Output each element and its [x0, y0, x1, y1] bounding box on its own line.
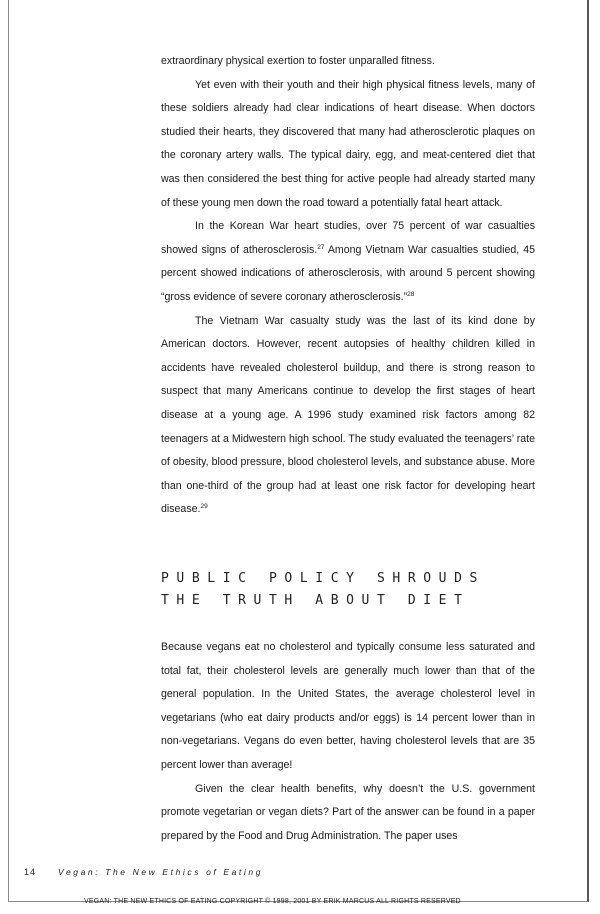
vietnam-study-text: The Vietnam War casualty study was the last of its kind done by American doctors. However, recent autopsies of healthy children killed in accidents have revealed cholesterol buildup, and there is strong reason to suspect that many Americans continue to develop the first stages of heart disease at a young age. A 1996 study examined risk factors among 82 teenagers at a Midwestern high school. The study evaluated the teenagers’ rate of obesity, blood pressure, blood cholesterol levels, and substance abuse. More than one-third of the group had at least one risk factor for developing heart disease.: [161, 314, 535, 516]
page-footer: [24, 867, 263, 877]
footnote-ref-27: 27: [317, 243, 325, 251]
paragraph-soldiers: Yet even with their youth and their high physical fitness levels, many of these soldiers already had clear indications of heart disease. When doctors studied their hearts, they discovered that many had atherosclerotic plaques on the coronary artery walls. The typical dairy, egg, and meat-centered diet that was then considered the best thing for active people had already started many of these young men down the road toward a potentially fatal heart attack.: [161, 78, 535, 209]
paragraph-vietnam-study: [161, 310, 535, 522]
section-heading-line-1: PUBLIC POLICY SHROUDS: [161, 571, 485, 586]
running-title: Vegan: The New Ethics of Eating: [58, 867, 264, 877]
footnote-ref-29: 29: [200, 503, 208, 511]
section-heading-line-2: THE TRUTH ABOUT DIET: [161, 593, 470, 608]
paragraph-government: Given the clear health benefits, why doesn’t the U.S. government promote vegetarian or vegan diets? Part of the answer can be found in a paper prepared by the Food and Drug Administration. The paper uses: [161, 782, 535, 842]
vietnam-war-text: Among Vietnam War casualties studied, 45 percent showed indications of atherosclerosis, with around 5 percent showing “gross evidence of severe coronary atherosclerosis.”: [161, 243, 535, 303]
section-heading: [161, 568, 541, 612]
paragraph-continuation: extraordinary physical exertion to foster unparalled fitness.: [161, 55, 435, 67]
paragraph-vegan-cholesterol: Because vegans eat no cholesterol and typically consume less saturated and total fat, their cholesterol levels are generally much lower than that of the general population. In the United States, the average cholesterol level in vegetarians (who eat dairy products and/or eggs) is 14 percent lower than in non-vegetarians. Vegans do even better, having cholesterol levels that are 35 percent lower than average!: [161, 641, 535, 771]
korean-war-text: In the Korean War heart studies, over 75 percent of war casualties showed signs of atherosclerosis.: [161, 220, 535, 256]
copyright-line: VEGAN: THE NEW ETHICS OF EATING COPYRIGHT © 1998, 2001 BY ERIK MARCUS ALL RIGHTS RESERVED: [84, 898, 461, 905]
page-number: 14: [24, 867, 37, 877]
section-text-block: [161, 636, 535, 848]
paragraph-korean-war: [161, 215, 535, 309]
main-text-block: [161, 50, 535, 522]
footnote-ref-28: 28: [407, 290, 415, 298]
